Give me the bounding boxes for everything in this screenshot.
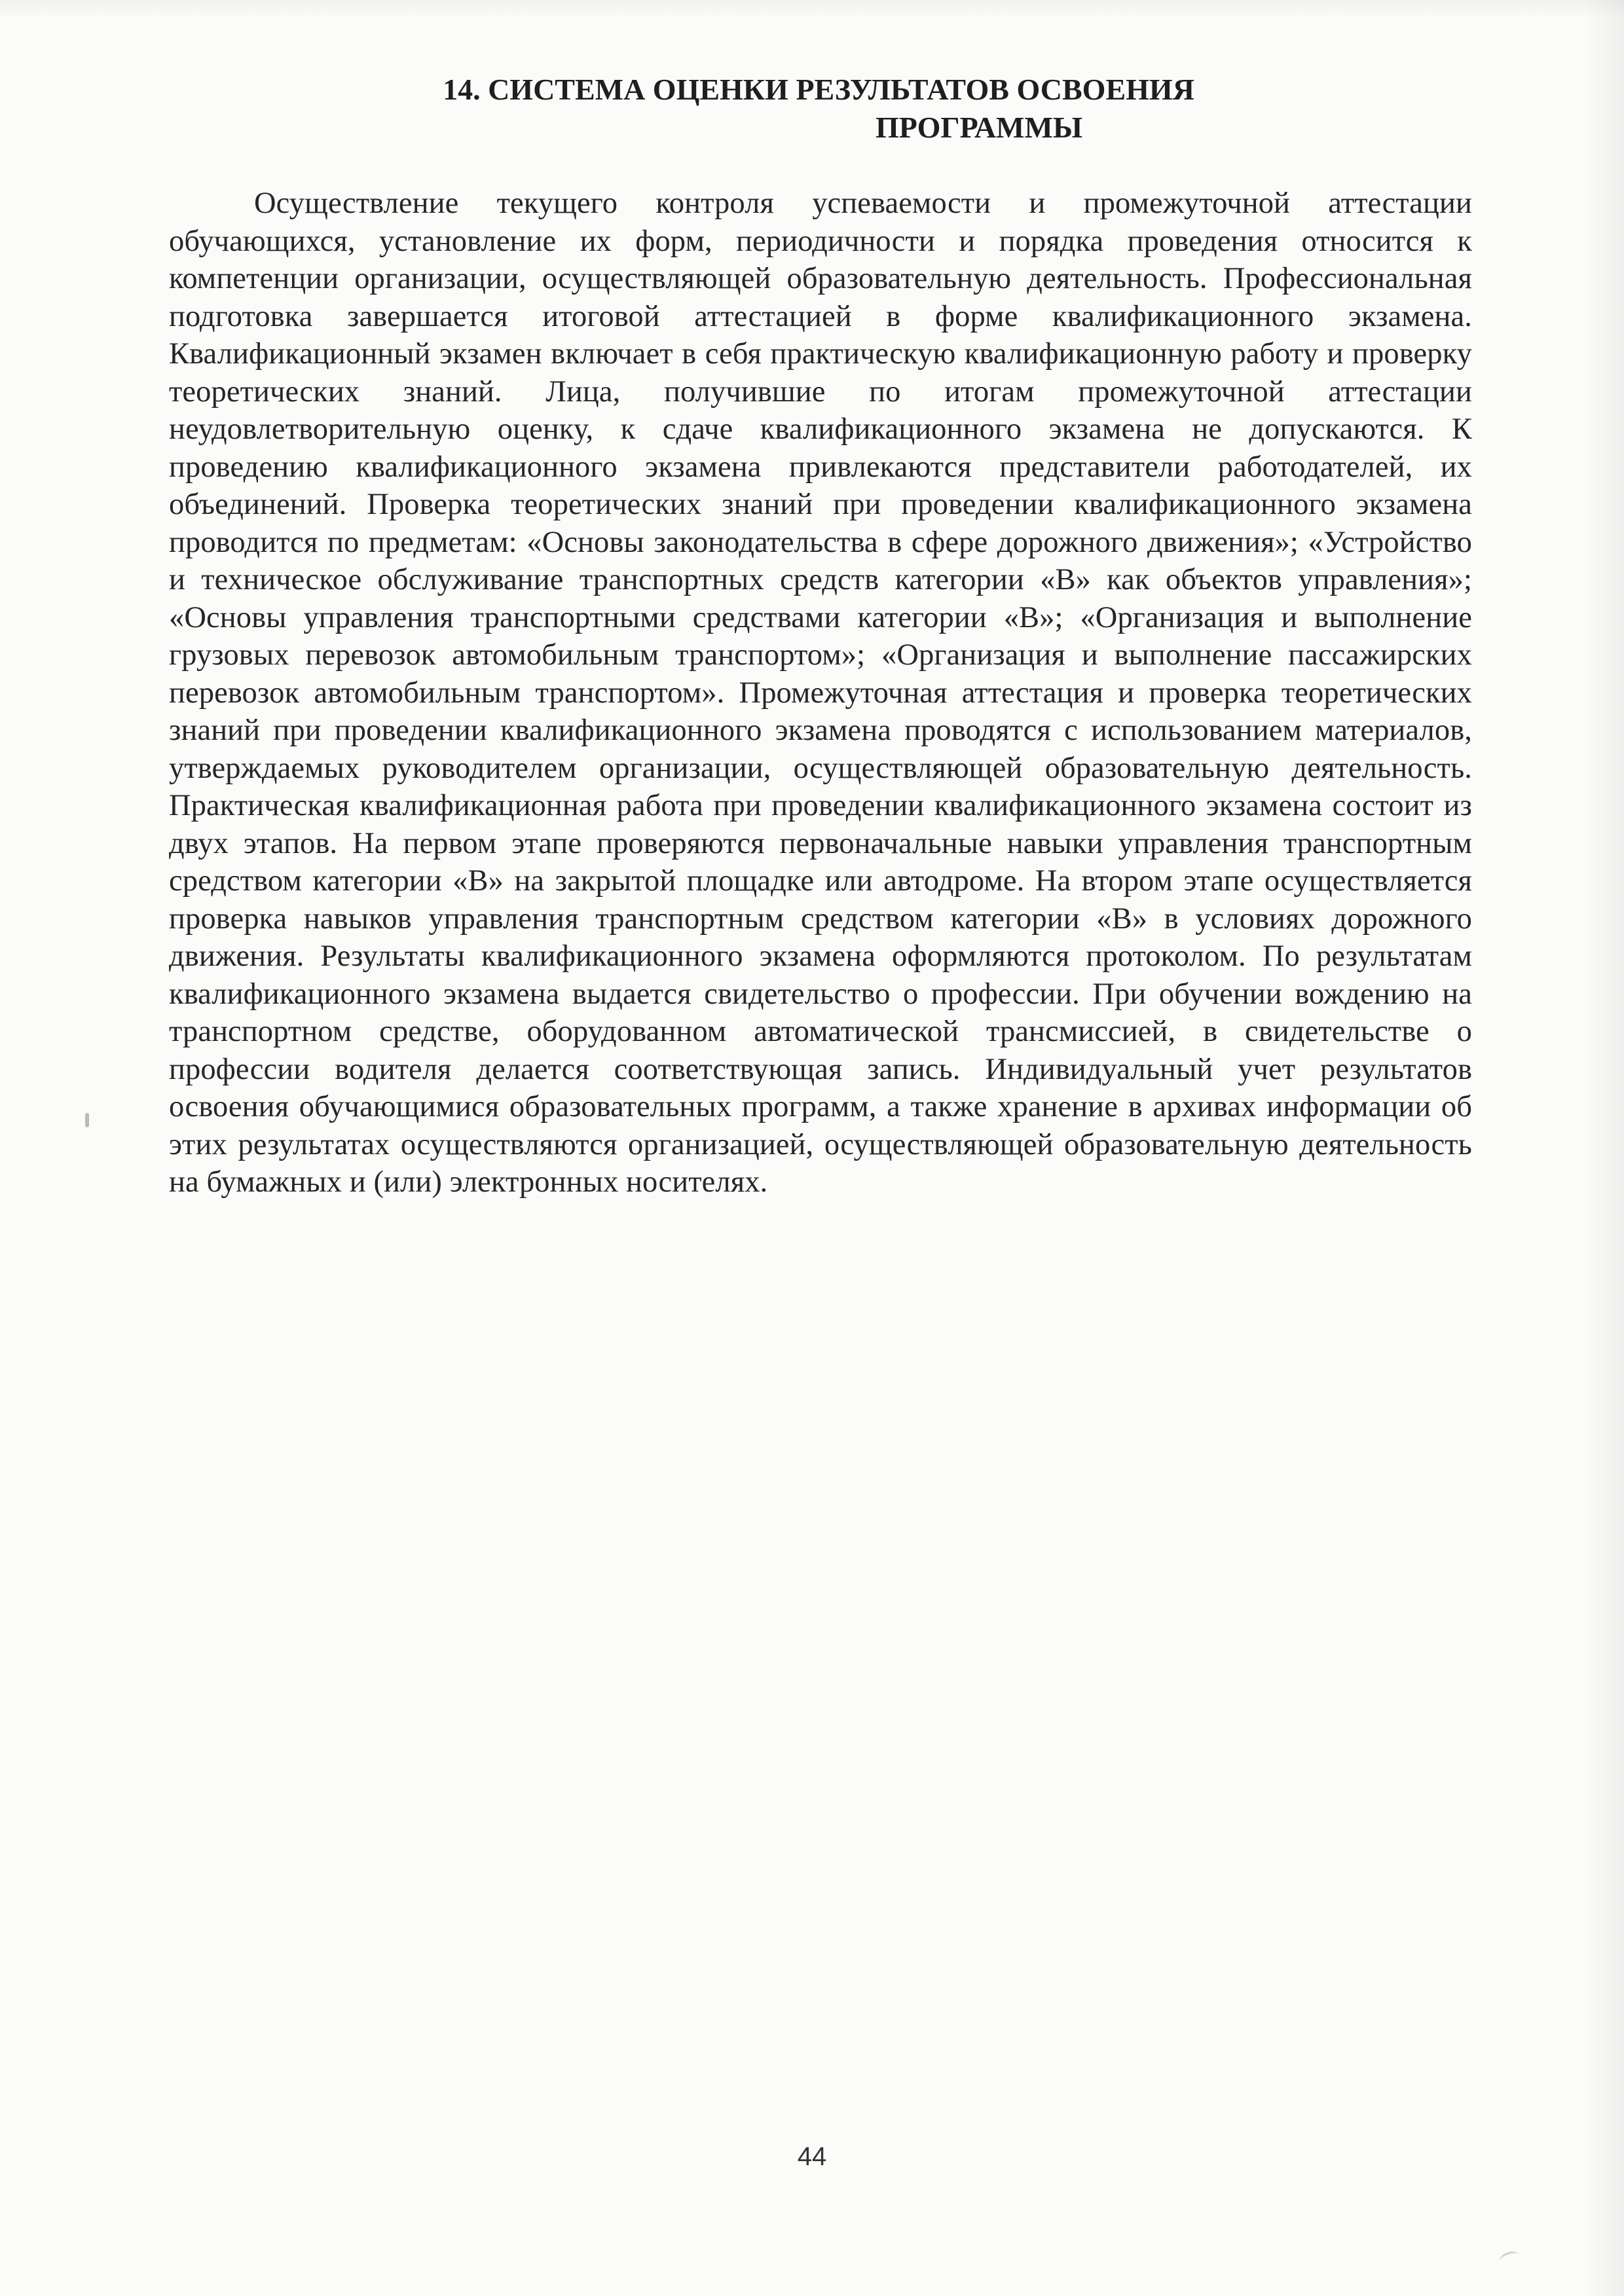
scan-margin-mark [85,1113,89,1127]
scan-edge-shadow [1585,0,1624,2296]
page-number: 44 [797,2142,827,2171]
section-title-line-1: 14. СИСТЕМА ОЦЕНКИ РЕЗУЛЬТАТОВ ОСВОЕНИЯ [443,73,1194,106]
scan-corner-mark [1498,2250,1521,2266]
scan-top-shadow [0,0,1624,20]
body-paragraph: Осуществление текущего контроля успеваемости и промежуточной аттестации обучающихся, установление их форм, периодичности и порядка проведения относится к компетенции организации, осуществляющей образовательную деятельность. Профессиональная подготовка завершается итоговой аттестацией в форме квалификационного экзамена. Квалификационный экзамен включает в себя практическую квалификационную работу и проверку теоретических знаний. Лица, получившие по итогам промежуточной аттестации неудовлетворительную оценку, к сдаче квалификационного экзамена не допускаются. К проведению квалификационного экзамена привлекаются представители работодателей, их объединений. Проверка теоретических знаний при проведении квалификационного экзамена проводится по предметам: «Основы законодательства в сфере дорожного движения»; «Устройство и техническое обслуживание транспортных средств категории «В» как объектов управления»; «Основы управления транспортными средствами категории «В»; «Организация и выполнение грузовых перевозок автомобильным транспортом»; «Организация и выполнение пассажирских перевозок автомобильным транспортом». Промежуточная аттестация и проверка теоретических знаний при проведении квалификационного экзамена проводятся с использованием материалов, утверждаемых руководителем организации, осуществляющей образовательную деятельность. Практическая квалификационная работа при проведении квалификационного экзамена состоит из двух этапов. На первом этапе проверяются первоначальные навыки управления транспортным средством категории «В» на закрытой площадке или автодроме. На втором этапе осуществляется проверка навыков управления транспортным средством категории «В» в условиях дорожного движения. Результаты квалификационного экзамена оформляются протоколом. По результатам квалификационного экзамена выдается свидетельство о профессии. При обучении вождению на транспортном средстве, оборудованном автоматической трансмиссией, в свидетельстве о профессии водителя делается соответствующая запись. Индивидуальный учет результатов освоения обучающимися образовательных программ, а также хранение в архивах информации об этих результатах осуществляются организацией, осуществляющей образовательную деятельность на бумажных и (или) электронных носителях. [169,187,1472,1199]
section-title-line-2: ПРОГРАММЫ [875,111,1083,144]
section-title [164,71,1473,147]
